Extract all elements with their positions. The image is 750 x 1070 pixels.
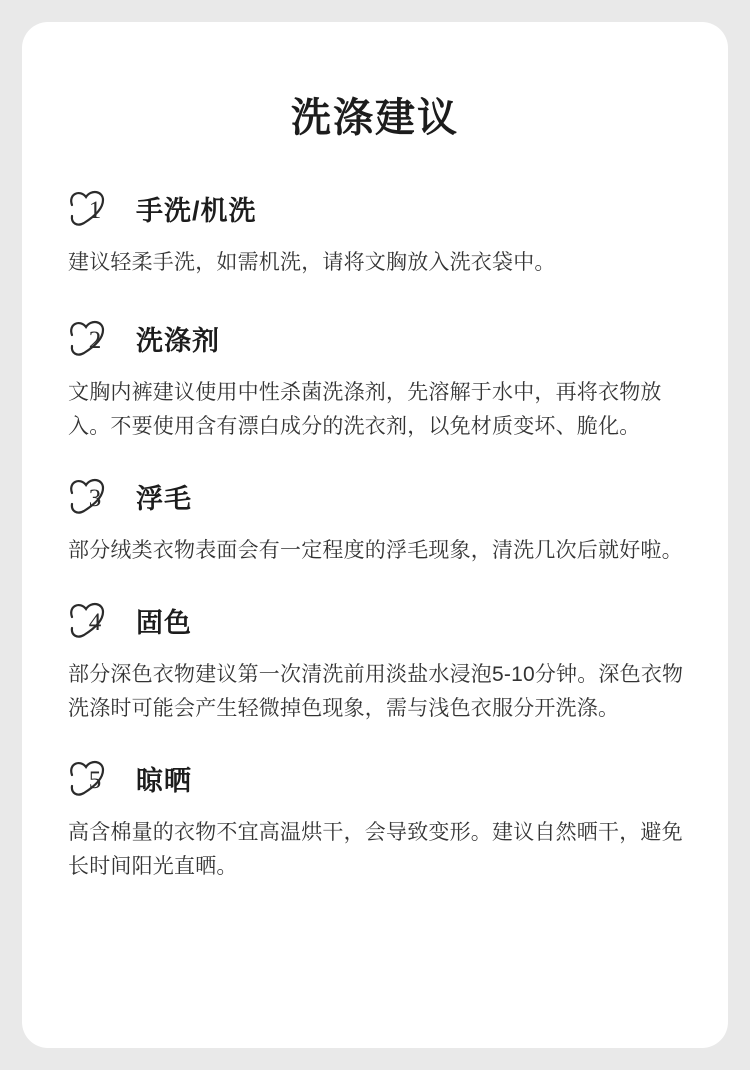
section-heading: 固色 [136,607,192,638]
section-header [66,756,684,800]
section-body: 部分深色衣物建议第一次清洗前用淡盐水浸泡5-10分钟。深色衣物洗涤时可能会产生轻微掉色现象，需与浅色衣服分开洗涤。 [68,663,684,721]
section-body: 建议轻柔手洗，如需机洗，请将文胸放入洗衣袋中。 [68,251,556,274]
care-section [66,186,684,280]
heart-number-badge-icon [66,316,124,360]
page-title: 洗涤建议 [291,96,459,140]
section-heading: 晾晒 [136,765,192,796]
heart-number-badge-icon [66,598,124,642]
washing-care-card [22,22,728,1048]
section-number: 3 [88,485,102,513]
section-header [66,474,684,518]
section-header [66,316,684,360]
section-header [66,598,684,642]
section-heading: 洗涤剂 [136,325,220,356]
care-section [66,316,684,444]
section-body: 文胸内裤建议使用中性杀菌洗涤剂，先溶解于水中，再将衣物放入。不要使用含有漂白成分的洗衣剂，以免材质变坏、脆化。 [68,381,662,439]
section-heading: 浮毛 [136,483,192,514]
section-number: 1 [88,197,102,224]
section-body: 高含棉量的衣物不宜高温烘干，会导致变形。建议自然晒干，避免长时间阳光直晒。 [68,821,683,879]
section-body: 部分绒类衣物表面会有一定程度的浮毛现象，清洗几次后就好啦。 [68,539,683,563]
section-heading: 手洗/机洗 [136,195,257,226]
care-section [66,598,684,726]
heart-number-badge-icon [66,186,124,230]
section-list [22,186,728,884]
section-number: 2 [88,327,102,355]
section-number: 5 [88,767,102,795]
heart-number-badge-icon [66,474,124,518]
care-section [66,756,684,884]
section-number: 4 [88,609,102,637]
care-section [66,474,684,568]
heart-number-badge-icon [66,756,124,800]
section-header [66,186,684,230]
